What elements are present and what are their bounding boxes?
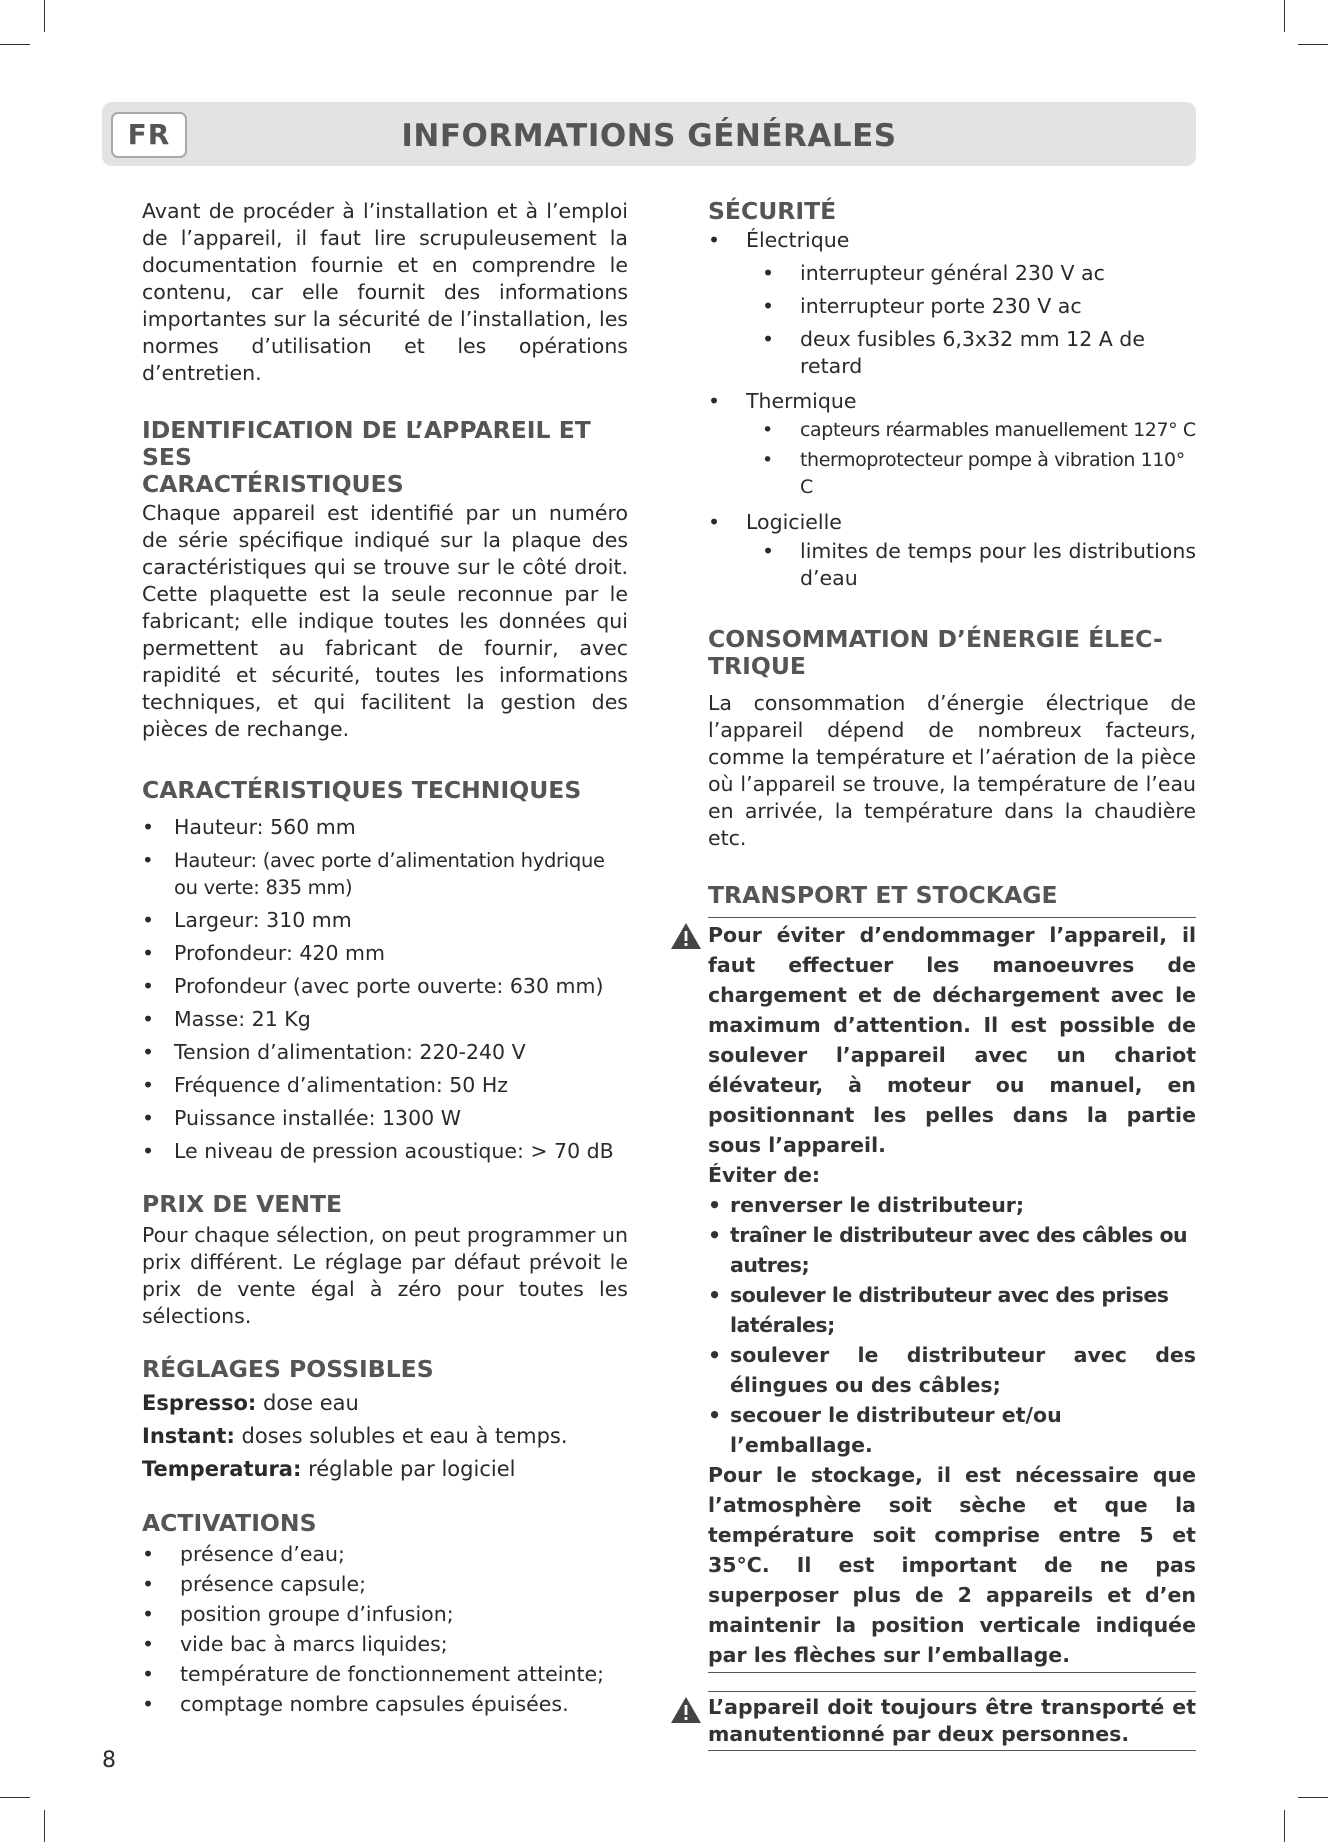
settings-value: réglable par logiciel bbox=[308, 1457, 516, 1481]
list-item bbox=[142, 847, 628, 901]
transport-title: TRANSPORT ET STOCKAGE bbox=[708, 881, 1058, 909]
list-item: • Largeur: 310 mm bbox=[142, 907, 628, 934]
list-item: • limites de temps pour les distributions d’eau bbox=[762, 538, 1196, 592]
list-item: • renverser le distributeur; bbox=[708, 1190, 1196, 1220]
price-text: Pour chaque sélection, on peut programmer un prix différent. Le réglage par défaut prévoit le prix de vente égal à zéro pour toutes les sélections. bbox=[142, 1223, 628, 1328]
list-item: • soulever le distributeur avec des élingues ou des câbles; bbox=[708, 1340, 1196, 1400]
spec-item-text: Hauteur: (avec porte d’alimentation hydrique ou verte: 835 mm) bbox=[174, 849, 605, 899]
security-group-name: Thermique bbox=[746, 389, 857, 413]
warning-triangle-icon bbox=[670, 1696, 702, 1724]
security-group-name: Électrique bbox=[746, 228, 850, 252]
energy-title bbox=[708, 626, 1196, 680]
crop-mark bbox=[0, 1797, 30, 1798]
crop-mark bbox=[44, 0, 45, 32]
activations-list bbox=[142, 1539, 628, 1719]
identification-title bbox=[142, 417, 628, 498]
security-group-name: Logicielle bbox=[746, 510, 842, 534]
crop-mark bbox=[0, 44, 30, 45]
identification-text: Chaque appareil est identifié par un numéro de série spécifique indiqué sur la plaque des caractéristiques qui se trouve sur le côté droit. Cette plaquette est la seule reconnue par le fabricant; elle indique toutes les données qui permettent au fabricant de fournir, avec rapidité et sécurité, toutes les informations techniques, et qui facilitent la gestion des pièces de rechange. bbox=[142, 501, 628, 741]
list-item: • interrupteur général 230 V ac bbox=[762, 260, 1196, 287]
crop-mark bbox=[1298, 44, 1328, 45]
crop-mark bbox=[44, 1810, 45, 1842]
settings-label: Temperatura: bbox=[142, 1457, 302, 1481]
storage-text: Pour le stockage, il est nécessaire que l’atmosphère soit sèche et que la température soit comprise entre 5 et 35°C. Il est important de ne pas superposer plus de 2 appareils et d’en maintenir la position verticale indiquée par les flèches sur l’emballage. bbox=[708, 1463, 1196, 1667]
list-item: • secouer le distributeur et/ou l’emballage. bbox=[708, 1400, 1196, 1460]
list-item: • capteurs réarmables manuellement 127° C bbox=[762, 417, 1196, 444]
page-title: INFORMATIONS GÉNÉRALES bbox=[401, 118, 897, 154]
list-item: • Profondeur (avec porte ouverte: 630 mm) bbox=[142, 973, 628, 1000]
right-column bbox=[708, 198, 1196, 1751]
security-groups bbox=[708, 227, 1196, 592]
identification-title-line2: CARACTÉRISTIQUES bbox=[142, 470, 404, 498]
list-item: • Puissance installée: 1300 W bbox=[142, 1105, 628, 1132]
security-sublist bbox=[762, 538, 1196, 592]
list-item: • température de fonctionnement atteinte; bbox=[142, 1659, 628, 1689]
list-item: • deux fusibles 6,3x32 mm 12 A de retard bbox=[762, 326, 1196, 380]
list-item: • Masse: 21 Kg bbox=[142, 1006, 628, 1033]
energy-text: La consommation d’énergie électrique de l’appareil dépend de nombreux facteurs, comme la température et l’aération de la pièce où l’appareil se trouve, la température de l’eau en arrivée, la température dans la chaudière etc. bbox=[708, 691, 1196, 850]
list-item: • Tension d’alimentation: 220-240 V bbox=[142, 1039, 628, 1066]
list-item: • interrupteur porte 230 V ac bbox=[762, 293, 1196, 320]
settings-row bbox=[142, 1387, 628, 1420]
specs-title: CARACTÉRISTIQUES TECHNIQUES bbox=[142, 776, 582, 804]
identification-title-line1: IDENTIFICATION DE L’APPAREIL ET SES bbox=[142, 416, 591, 471]
energy-title-line1: CONSOMMATION D’ÉNERGIE ÉLEC- bbox=[708, 625, 1163, 653]
security-group bbox=[708, 388, 1196, 501]
security-sublist bbox=[762, 260, 1196, 380]
list-item: • Le niveau de pression acoustique: > 70 dB bbox=[142, 1138, 628, 1165]
crop-mark bbox=[1298, 1797, 1328, 1798]
transport-warning-text: Pour éviter d’endommager l’appareil, il faut effectuer les manoeuvres de chargement et de déchargement avec le maximum d’attention. Il est possible de soulever l’appareil avec un chariot élévateur, à moteur ou manuel, en positionnant les pelles dans la partie sous l’appareil. bbox=[708, 923, 1196, 1157]
list-item: • soulever le distributeur avec des prises latérales; bbox=[708, 1280, 1196, 1340]
settings-row bbox=[142, 1453, 628, 1486]
specs-list bbox=[142, 814, 628, 1165]
list-item: • comptage nombre capsules épuisées. bbox=[142, 1689, 628, 1719]
security-sublist bbox=[762, 417, 1196, 501]
activations-title: ACTIVATIONS bbox=[142, 1509, 317, 1537]
settings-value: doses solubles et eau à temps. bbox=[241, 1424, 568, 1448]
list-item: • position groupe d’infusion; bbox=[142, 1599, 628, 1629]
handling-warning-text: L’appareil doit toujours être transporté et manutentionné par deux personnes. bbox=[708, 1695, 1196, 1746]
crop-mark bbox=[1284, 1810, 1285, 1842]
list-item: • traîner le distributeur avec des câbles ou autres; bbox=[708, 1220, 1196, 1280]
transport-warning-note bbox=[708, 917, 1196, 1673]
language-badge: FR bbox=[111, 112, 187, 158]
settings-label: Instant: bbox=[142, 1424, 235, 1448]
list-item: • présence capsule; bbox=[142, 1569, 628, 1599]
list-item: • Fréquence d’alimentation: 50 Hz bbox=[142, 1072, 628, 1099]
handling-warning-note bbox=[708, 1691, 1196, 1751]
avoid-label: Éviter de: bbox=[708, 1163, 821, 1187]
list-item: • Profondeur: 420 mm bbox=[142, 940, 628, 967]
page-number: 8 bbox=[102, 1748, 116, 1773]
settings-list bbox=[142, 1387, 628, 1486]
settings-value: dose eau bbox=[263, 1391, 359, 1415]
security-group bbox=[708, 509, 1196, 592]
avoid-list bbox=[708, 1190, 1196, 1460]
settings-row bbox=[142, 1420, 628, 1453]
crop-mark bbox=[1284, 0, 1285, 32]
intro-text: Avant de procéder à l’installation et à l’emploi de l’appareil, il faut lire scrupuleusement la documentation fournie et en comprendre le contenu, car elle fournit des informations importantes sur la sécurité de l’installation, les normes d’utilisation et les opérations d’entretien. bbox=[142, 199, 628, 385]
energy-title-line2: TRIQUE bbox=[708, 652, 806, 680]
list-item: • vide bac à marcs liquides; bbox=[142, 1629, 628, 1659]
settings-label: Espresso: bbox=[142, 1391, 257, 1415]
list-item: • thermoprotecteur pompe à vibration 110° C bbox=[762, 447, 1196, 501]
list-item: • présence d’eau; bbox=[142, 1539, 628, 1569]
security-group bbox=[708, 227, 1196, 380]
list-item: • Hauteur: 560 mm bbox=[142, 814, 628, 841]
price-title: PRIX DE VENTE bbox=[142, 1190, 343, 1218]
settings-title: RÉGLAGES POSSIBLES bbox=[142, 1355, 434, 1383]
warning-triangle-icon bbox=[670, 922, 702, 950]
security-title: SÉCURITÉ bbox=[708, 197, 837, 225]
left-column bbox=[142, 198, 628, 1719]
